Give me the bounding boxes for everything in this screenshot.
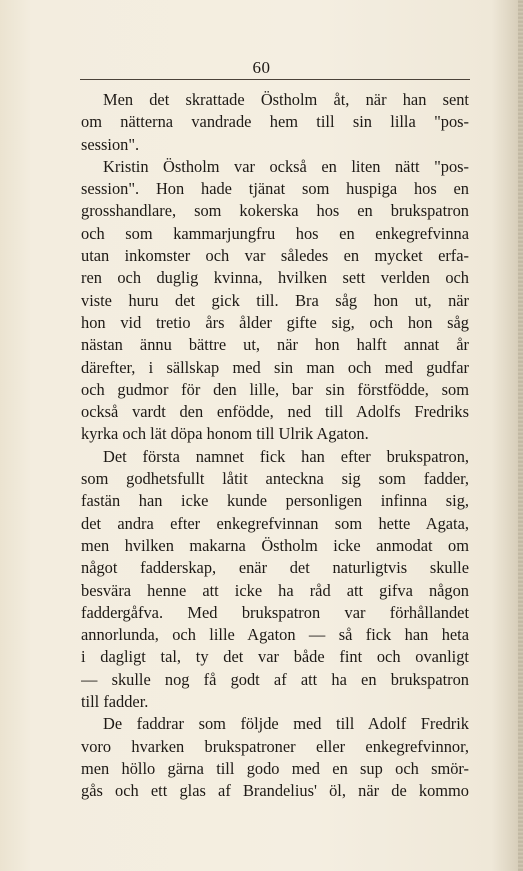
- text-line: Kristin Östholm var också en liten nätt "pos-: [103, 156, 469, 176]
- text-line: utan inkomster och var således en mycket erfa-: [81, 246, 469, 266]
- text-line: därefter, i sällskap med sin man och med gudfar: [81, 357, 469, 377]
- text-line: viste huru det gick till. Bra såg hon ut, när: [81, 290, 469, 310]
- text-line: men höllo gärna till godo med en sup och smör-: [81, 758, 469, 778]
- text-line: Det första namnet fick han efter brukspatron,: [103, 446, 469, 466]
- text-line: kyrka och lät döpa honom till Ulrik Agaton.: [81, 424, 369, 444]
- text-line: och gudmor för den lille, bar sin förstfödde, som: [81, 379, 469, 399]
- header-rule: [80, 79, 470, 80]
- text-line: session". Hon hade tjänat som huspiga hos en: [81, 179, 469, 199]
- text-line: grosshandlare, som kokerska hos en brukspatron: [81, 201, 469, 221]
- text-line: hon vid tretio års ålder gifte sig, och hon såg: [81, 312, 469, 332]
- page-edge: [518, 0, 523, 871]
- text-line: annorlunda, och lille Agaton — så fick han heta: [81, 625, 469, 645]
- text-line: faddergåfva. Med brukspatron var förhållandet: [81, 602, 469, 622]
- text-line: nästan ännu bättre ut, när hon halft annat år: [81, 335, 469, 355]
- text-line: voro hvarken brukspatroner eller enkegrefvinnor,: [81, 736, 469, 756]
- text-line: i dagligt tal, ty det var både fint och ovanligt: [81, 647, 469, 667]
- text-line: ren och duglig kvinna, hvilken sett verlden och: [81, 268, 469, 288]
- text-line: också vardt den enfödde, ned till Adolfs Fredriks: [81, 402, 469, 422]
- text-line: och som kammarjungfru hos en enkegrefvinna: [81, 223, 469, 243]
- text-line: session".: [81, 134, 140, 154]
- text-line: om nätterna vandrade hem till sin lilla "pos-: [81, 112, 469, 132]
- text-line: De faddrar som följde med till Adolf Fredrik: [103, 714, 469, 734]
- text-line: men hvilken makarna Östholm icke anmodat om: [81, 535, 469, 555]
- text-line: besvära henne att icke ha råd att gifva någon: [81, 580, 469, 600]
- body-text: [81, 89, 469, 803]
- page-number: 60: [252, 58, 271, 77]
- text-line: något fadderskap, enär det naturligtvis skulle: [81, 558, 469, 578]
- text-line: fastän han icke kunde personligen infinna sig,: [81, 491, 469, 511]
- text-line: till fadder.: [81, 692, 149, 712]
- text-line: gås och ett glas af Brandelius' öl, när de kommo: [81, 781, 469, 801]
- text-line: det andra efter enkegrefvinnan som hette Agata,: [81, 513, 469, 533]
- text-line: som godhetsfullt låtit anteckna sig som fadder,: [81, 469, 469, 489]
- text-line: Men det skrattade Östholm åt, när han sent: [103, 90, 469, 109]
- text-line: — skulle nog få godt af att ha en brukspatron: [81, 669, 469, 689]
